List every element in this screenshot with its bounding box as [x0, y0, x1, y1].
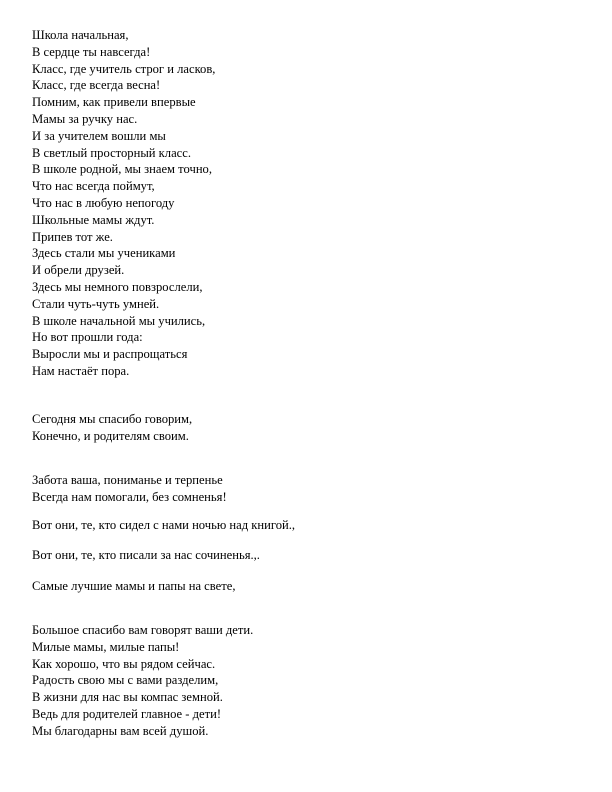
poem-line: Ведь для родителей главное - дети!: [32, 706, 222, 721]
poem-line: Как хорошо, что вы рядом сейчас.: [32, 656, 216, 671]
poem-line: Что нас в любую непогоду: [32, 195, 175, 210]
stanza-6: [32, 578, 592, 595]
poem-line: Милые мамы, милые папы!: [32, 639, 180, 654]
poem-line: В сердце ты навсегда!: [32, 44, 151, 59]
poem-line: Помним, как привели впервые: [32, 95, 196, 110]
poem-line: Класс, где учитель строг и ласков,: [32, 61, 216, 76]
poem-line: Класс, где всегда весна!: [32, 78, 161, 93]
stanza-3: [32, 472, 592, 506]
stanza-2: [32, 411, 592, 445]
poem-line: Нам настаёт пора.: [32, 363, 130, 378]
poem-line: Всегда нам помогали, без сомненья!: [32, 489, 227, 504]
poem-line: Большое спасибо вам говорят ваши дети.: [32, 623, 254, 637]
stanza-4: [32, 517, 592, 534]
poem-line: Но вот прошли года:: [32, 330, 143, 345]
poem-line: Что нас всегда поймут,: [32, 179, 155, 194]
poem-line: Вот они, те, кто сидел с нами ночью над книгой.,: [32, 518, 296, 532]
poem-line: И за учителем вошли мы: [32, 128, 166, 143]
poem-line: Мамы за ручку нас.: [32, 111, 138, 126]
stanza-5: [32, 547, 592, 564]
poem-line: Вот они, те, кто писали за нас сочиненья.,.: [32, 548, 260, 562]
poem-line: В школе родной, мы знаем точно,: [32, 162, 213, 177]
poem-line: Забота ваша, пониманье и терпенье: [32, 473, 223, 487]
poem-line: Школьные мамы ждут.: [32, 212, 155, 227]
poem-line: В жизни для нас вы компас земной.: [32, 690, 223, 705]
poem-line: Мы благодарны вам всей душой.: [32, 723, 209, 738]
poem-line: Здесь мы немного повзрослели,: [32, 279, 203, 294]
poem-line: Сегодня мы спасибо говорим,: [32, 412, 193, 426]
poem-line: Самые лучшие мамы и папы на свете,: [32, 579, 236, 593]
poem-line: И обрели друзей.: [32, 263, 125, 278]
stanza-1: [32, 27, 592, 380]
poem-line: Радость свою мы с вами разделим,: [32, 673, 219, 688]
poem-line: Выросли мы и распрощаться: [32, 347, 188, 362]
stanza-7: [32, 622, 592, 740]
poem-line: Припев тот же.: [32, 229, 113, 244]
poem-line: В школе начальной мы учились,: [32, 313, 206, 328]
poem-line: Конечно, и родителям своим.: [32, 428, 189, 443]
poem-line: Здесь стали мы учениками: [32, 246, 176, 261]
poem-line: В светлый просторный класс.: [32, 145, 192, 160]
poem-line: Школа начальная,: [32, 28, 129, 42]
poem-line: Стали чуть-чуть умней.: [32, 296, 160, 311]
